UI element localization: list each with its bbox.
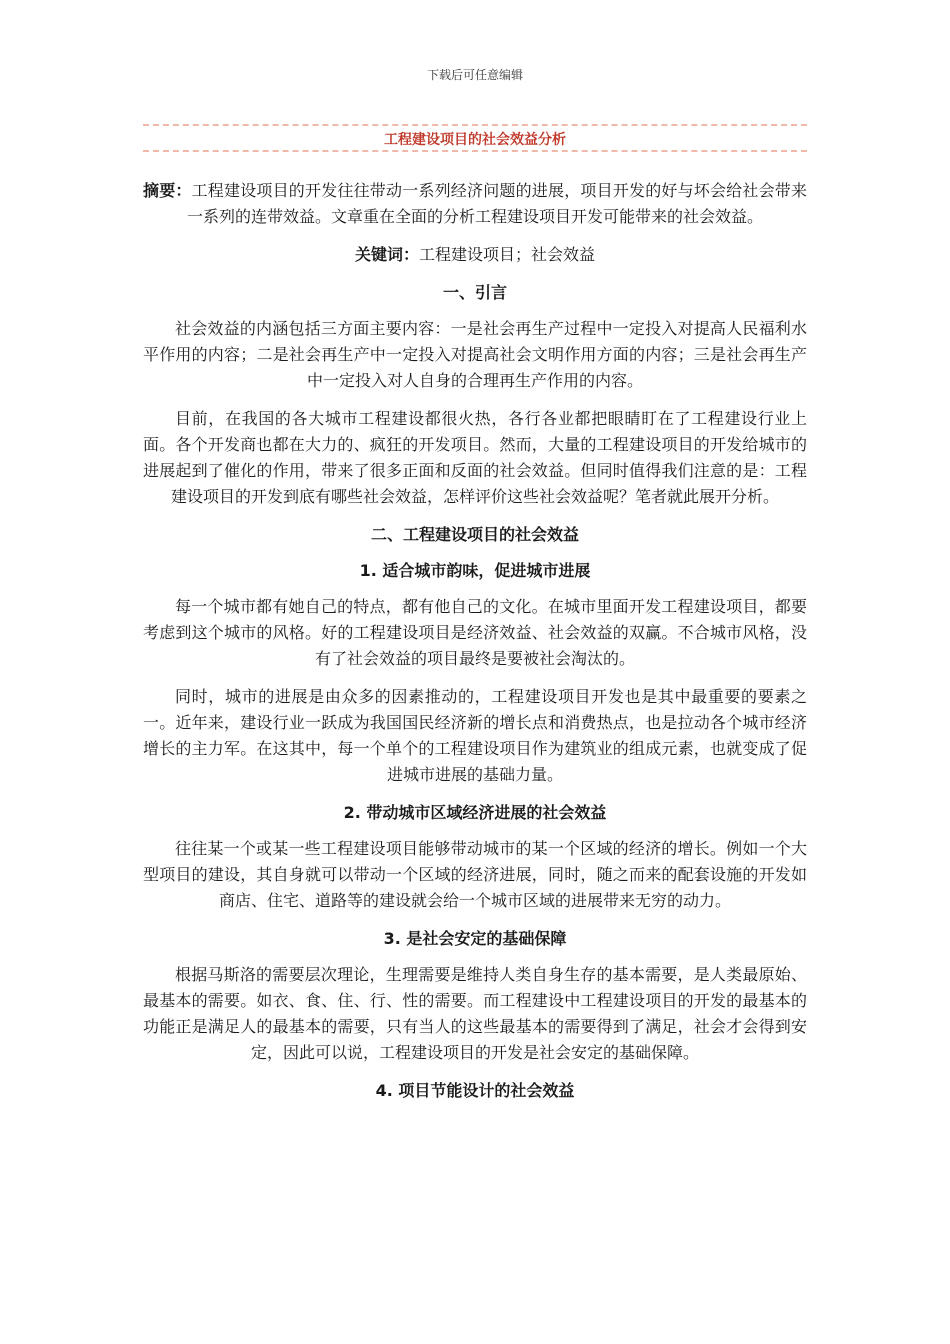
paragraph: 每一个城市都有她自己的特点，都有他自己的文化。在城市里面开发工程建设项目，都要考虑到这个城市的风格。好的工程建设项目是经济效益、社会效益的双赢。不合城市风格，没有了社会效益的项目最终是要被社会淘汰的。 — [143, 597, 807, 668]
abstract-text: 工程建设项目的开发往往带动一系列经济问题的进展，项目开发的好与坏会给社会带来一系列的连带效益。文章重在全面的分析工程建设项目开发可能带来的社会效益。 — [186, 181, 807, 226]
header-note: 下载后可任意编辑 — [426, 68, 523, 82]
paragraph: 根据马斯洛的需要层次理论，生理需要是维持人类自身生存的基本需要，是人类最原始、最基本的需要。如衣、食、住、行、性的需要。而工程建设中工程建设项目的开发的最基本的功能正是满足人的最基本的需要，只有当人的这些最基本的需要得到了满足，社会才会得到安定，因此可以说，工程建设项目的开发是社会安定的基础保障。 — [143, 965, 807, 1062]
section-heading-intro: 一、引言 — [442, 283, 507, 302]
abstract-label: 摘要： — [143, 181, 192, 200]
document-body — [143, 178, 807, 1114]
subsection-heading-4: 4. 项目节能设计的社会效益 — [375, 1081, 575, 1100]
subsection-heading-3: 3. 是社会安定的基础保障 — [383, 929, 567, 948]
title-divider-bottom — [143, 150, 807, 152]
section-heading-benefits: 二、工程建设项目的社会效益 — [370, 525, 579, 544]
document-title: 工程建设项目的社会效益分析 — [384, 132, 566, 148]
paragraph: 目前，在我国的各大城市工程建设都很火热，各行各业都把眼睛盯在了工程建设行业上面。各个开发商也都在大力的、疯狂的开发项目。然而，大量的工程建设项目的开发给城市的进展起到了催化的作用，带来了很多正面和反面的社会效益。但同时值得我们注意的是：工程建设项目的开发到底有哪些社会效益，怎样评价这些社会效益呢？笔者就此展开分析。 — [143, 409, 807, 506]
paragraph: 社会效益的内涵包括三方面主要内容：一是社会再生产过程中一定投入对提高人民福利水平作用的内容；二是社会再生产中一定投入对提高社会文明作用方面的内容；三是社会再生产中一定投入对人自身的合理再生产作用的内容。 — [143, 319, 807, 390]
keywords-text: 工程建设项目；社会效益 — [419, 245, 596, 264]
abstract — [143, 178, 807, 230]
title-divider-top — [143, 124, 807, 126]
paragraph: 往往某一个或某一些工程建设项目能够带动城市的某一个区域的经济的增长。例如一个大型项目的建设，其自身就可以带动一个区域的经济进展，同时，随之而来的配套设施的开发如商店、住宅、道路等的建设就会给一个城市区域的进展带来无穷的动力。 — [143, 839, 807, 910]
subsection-heading-2: 2. 带动城市区域经济进展的社会效益 — [343, 803, 607, 822]
paragraph: 同时，城市的进展是由众多的因素推动的，工程建设项目开发也是其中最重要的要素之一。近年来，建设行业一跃成为我国国民经济新的增长点和消费热点，也是拉动各个城市经济增长的主力军。在这其中，每一个单个的工程建设项目作为建筑业的组成元素，也就变成了促进城市进展的基础力量。 — [143, 687, 807, 784]
subsection-heading-1: 1. 适合城市韵味，促进城市进展 — [359, 561, 591, 580]
keywords — [143, 242, 807, 268]
keywords-label: 关键词： — [354, 245, 419, 264]
